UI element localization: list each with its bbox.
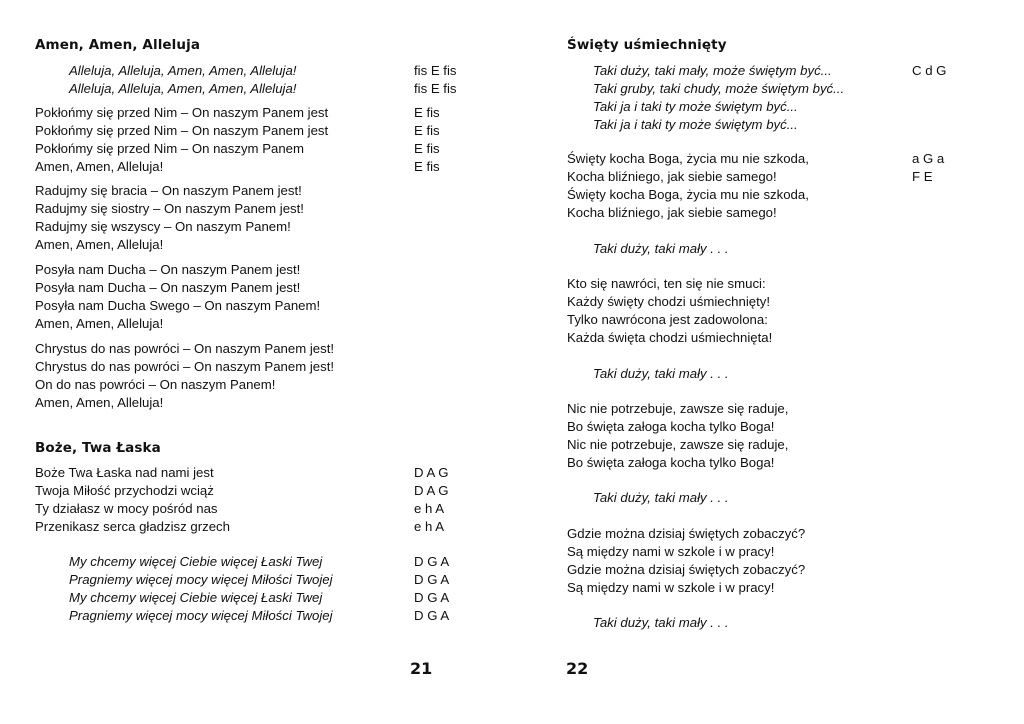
chord-label: D G A xyxy=(414,590,450,605)
lyric-text: Kocha bliźniego, jak siebie samego! xyxy=(567,169,777,184)
lyric-text: Każdy święty chodzi uśmiechnięty! xyxy=(567,294,771,309)
lyric-text: Amen, Amen, Alleluja! xyxy=(35,159,164,174)
lyric-text: Pokłońmy się przed Nim – On naszym Panem jest xyxy=(35,105,329,120)
lyric-line xyxy=(35,182,304,200)
lyric-line xyxy=(35,376,334,394)
verse xyxy=(35,261,320,333)
lyric-line xyxy=(567,329,772,347)
lyric-line xyxy=(35,500,445,518)
lyric-text: Gdzie można dzisiaj świętych zobaczyć? xyxy=(567,562,806,577)
lyric-line xyxy=(35,140,440,158)
lyric-line xyxy=(567,525,805,543)
lyric-text: Alleluja, Alleluja, Amen, Amen, Alleluja! xyxy=(69,81,297,96)
lyric-text: Taki ja i taki ty może świętym być... xyxy=(593,99,798,114)
lyric-line xyxy=(35,340,334,358)
refrain xyxy=(69,553,450,625)
lyric-text: On do nas powróci – On naszym Panem! xyxy=(35,377,276,392)
lyric-text: Nic nie potrzebuje, zawsze się raduje, xyxy=(567,437,789,452)
lyric-text: Alleluja, Alleluja, Amen, Amen, Alleluja! xyxy=(69,63,297,78)
lyric-line xyxy=(567,579,805,597)
lyric-line xyxy=(567,293,772,311)
chord-label: E fis xyxy=(414,123,440,138)
lyric-line xyxy=(567,454,788,472)
lyric-text: Taki duży, taki mały . . . xyxy=(593,490,729,505)
lyric-text: Amen, Amen, Alleluja! xyxy=(35,395,164,410)
refrain-reference xyxy=(593,240,729,258)
refrain-reference xyxy=(593,489,729,507)
lyric-line xyxy=(35,464,449,482)
lyric-text: Posyła nam Ducha – On naszym Panem jest! xyxy=(35,280,301,295)
lyric-text: My chcemy więcej Ciebie więcej Łaski Twej xyxy=(69,554,323,569)
chord-label: a G a xyxy=(912,151,945,166)
lyric-line xyxy=(69,589,450,607)
lyric-line xyxy=(35,122,440,140)
lyric-line xyxy=(593,80,844,98)
lyric-line xyxy=(567,561,805,579)
lyric-line xyxy=(567,543,805,561)
lyric-line xyxy=(593,489,729,507)
lyric-line xyxy=(593,98,844,116)
chord-label: fis E fis xyxy=(414,63,457,78)
lyric-text: Posyła nam Ducha Swego – On naszym Panem! xyxy=(35,298,321,313)
lyric-line xyxy=(593,614,729,632)
song-title: Amen, Amen, Alleluja xyxy=(35,37,201,53)
chord-label: e h A xyxy=(414,501,445,516)
lyric-line xyxy=(567,204,809,222)
lyric-line xyxy=(35,279,320,297)
lyric-text: My chcemy więcej Ciebie więcej Łaski Twej xyxy=(69,590,323,605)
lyric-text: Taki duży, taki mały . . . xyxy=(593,615,729,630)
song-title: Boże, Twa Łaska xyxy=(35,440,161,456)
verse xyxy=(567,150,945,222)
lyric-line xyxy=(567,418,788,436)
lyric-line xyxy=(69,553,450,571)
lyric-text: Posyła nam Ducha – On naszym Panem jest! xyxy=(35,262,301,277)
lyric-text: Święty kocha Boga, życia mu nie szkoda, xyxy=(567,187,809,202)
lyric-line xyxy=(35,200,304,218)
lyric-text: Chrystus do nas powróci – On naszym Panem jest! xyxy=(35,341,335,356)
lyric-text: Gdzie można dzisiaj świętych zobaczyć? xyxy=(567,526,806,541)
lyric-line xyxy=(69,571,450,589)
lyric-text: Nic nie potrzebuje, zawsze się raduje, xyxy=(567,401,789,416)
refrain-reference xyxy=(593,614,729,632)
lyric-text: Pokłońmy się przed Nim – On naszym Panem jest xyxy=(35,123,329,138)
chord-label: D A G xyxy=(414,465,449,480)
lyric-text: Przenikasz serca gładzisz grzech xyxy=(35,519,230,534)
lyric-line xyxy=(35,261,320,279)
chord-label: e h A xyxy=(414,519,445,534)
lyric-line xyxy=(35,104,440,122)
lyric-line xyxy=(567,186,809,204)
lyric-text: Pokłońmy się przed Nim – On naszym Panem xyxy=(35,141,304,156)
lyric-text: Taki duży, taki mały . . . xyxy=(593,366,729,381)
lyric-text: Taki duży, taki mały . . . xyxy=(593,241,729,256)
lyric-text: Bo święta załoga kocha tylko Boga! xyxy=(567,455,775,470)
chord-label: E fis xyxy=(414,159,440,174)
page-number: 21 xyxy=(410,659,433,678)
lyric-text: Kocha bliźniego, jak siebie samego! xyxy=(567,205,777,220)
lyric-line xyxy=(593,365,729,383)
lyric-line xyxy=(567,436,788,454)
chord-label: D G A xyxy=(414,572,450,587)
lyric-line xyxy=(593,116,844,134)
lyric-line xyxy=(35,482,449,500)
lyric-text: Tylko nawrócona jest zadowolona: xyxy=(567,312,768,327)
lyric-text: Święty kocha Boga, życia mu nie szkoda, xyxy=(567,151,809,166)
verse xyxy=(567,525,805,597)
lyric-line xyxy=(35,518,445,536)
lyric-text: Radujmy się bracia – On naszym Panem jest! xyxy=(35,183,302,198)
refrain-reference xyxy=(593,365,729,383)
verse xyxy=(35,182,304,254)
chord-label: E fis xyxy=(414,105,440,120)
lyric-line xyxy=(35,236,304,254)
lyric-text: Chrystus do nas powróci – On naszym Panem jest! xyxy=(35,359,335,374)
chord-label: D A G xyxy=(414,483,449,498)
lyric-line xyxy=(567,400,788,418)
lyric-line xyxy=(567,168,933,186)
verse xyxy=(567,400,788,472)
lyric-text: Taki gruby, taki chudy, może świętym być... xyxy=(593,81,845,96)
lyric-line xyxy=(567,275,772,293)
verse xyxy=(35,464,449,536)
lyric-line xyxy=(69,80,457,98)
lyric-line xyxy=(35,394,334,412)
chord-label: E fis xyxy=(414,141,440,156)
lyric-text: Pragniemy więcej mocy więcej Miłości Twojej xyxy=(69,608,333,623)
lyric-line xyxy=(35,315,320,333)
lyric-text: Amen, Amen, Alleluja! xyxy=(35,316,164,331)
lyric-text: Taki duży, taki mały, może świętym być... xyxy=(593,63,832,78)
lyric-text: Kto się nawróci, ten się nie smuci: xyxy=(567,276,766,291)
song-title: Święty uśmiechnięty xyxy=(567,37,727,53)
lyric-line xyxy=(567,150,945,168)
lyric-line xyxy=(567,311,772,329)
lyric-line xyxy=(69,607,450,625)
lyric-text: Pragniemy więcej mocy więcej Miłości Twojej xyxy=(69,572,333,587)
verse xyxy=(35,104,440,176)
lyric-text: Radujmy się siostry – On naszym Panem jest! xyxy=(35,201,304,216)
chord-label: D G A xyxy=(414,608,450,623)
lyric-line xyxy=(593,240,729,258)
lyric-text: Boże Twa Łaska nad nami jest xyxy=(35,465,214,480)
lyric-line xyxy=(593,62,947,80)
refrain xyxy=(593,62,947,134)
verse xyxy=(567,275,772,347)
lyric-line xyxy=(35,297,320,315)
lyric-text: Są między nami w szkole i w pracy! xyxy=(567,580,775,595)
verse xyxy=(35,340,334,412)
lyric-text: Amen, Amen, Alleluja! xyxy=(35,237,164,252)
lyric-text: Taki ja i taki ty może świętym być... xyxy=(593,117,798,132)
lyric-line xyxy=(35,218,304,236)
lyric-line xyxy=(69,62,457,80)
chord-label: D G A xyxy=(414,554,450,569)
lyric-line xyxy=(35,358,334,376)
lyric-text: Ty działasz w mocy pośród nas xyxy=(35,501,218,516)
chord-label: fis E fis xyxy=(414,81,457,96)
page-number: 22 xyxy=(566,659,589,678)
lyric-text: Każda święta chodzi uśmiechnięta! xyxy=(567,330,773,345)
lyric-text: Są między nami w szkole i w pracy! xyxy=(567,544,775,559)
lyric-text: Twoja Miłość przychodzi wciąż xyxy=(35,483,214,498)
lyric-line xyxy=(35,158,440,176)
chord-label: C d G xyxy=(912,63,947,78)
right-page xyxy=(512,0,1024,724)
refrain xyxy=(69,62,457,98)
lyric-text: Bo święta załoga kocha tylko Boga! xyxy=(567,419,775,434)
chord-label: F E xyxy=(912,169,933,184)
lyric-text: Radujmy się wszyscy – On naszym Panem! xyxy=(35,219,291,234)
